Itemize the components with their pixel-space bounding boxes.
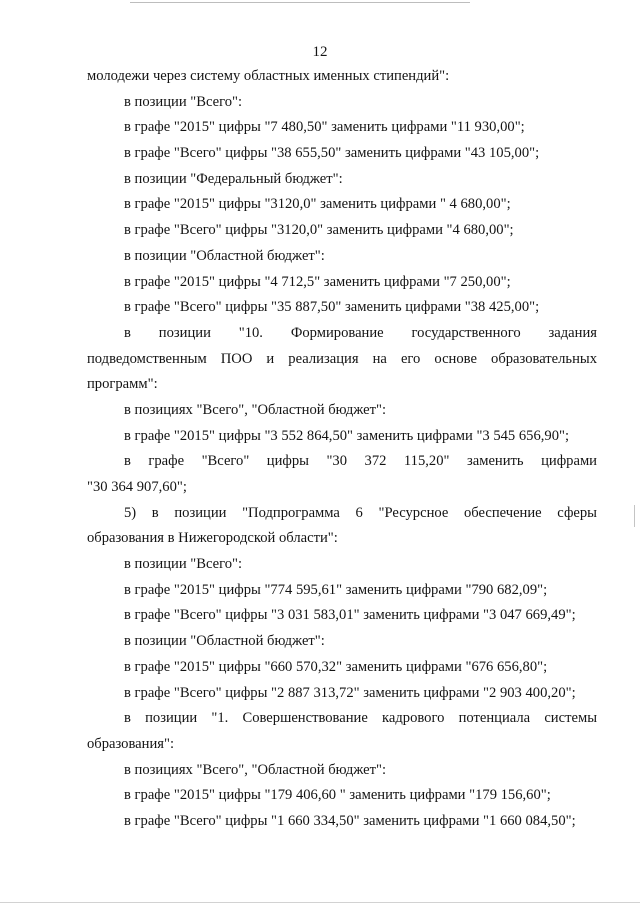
text-line: в позиции "Областной бюджет": <box>124 633 325 650</box>
text-line: в графе "Всего" цифры "2 887 313,72" заменить цифрами "2 903 400,20"; <box>124 684 576 701</box>
text-line: "30 364 907,60"; <box>87 479 187 495</box>
text-line: в графе "2015" цифры "3 552 864,50" заменить цифрами "3 545 656,90"; <box>124 427 570 444</box>
text-line: в позициях "Всего", "Областной бюджет": <box>124 401 387 418</box>
scan-artifact-top <box>130 2 470 3</box>
document-body <box>87 64 597 835</box>
text-line: в позиции "Всего": <box>124 556 243 573</box>
text-line: в графе "2015" цифры "3120,0" заменить цифрами " 4 680,00"; <box>124 196 511 213</box>
text-line: в графе "2015" цифры "660 570,32" заменить цифрами "676 656,80"; <box>124 658 548 675</box>
text-line: в графе "2015" цифры "4 712,5" заменить цифрами "7 250,00"; <box>124 273 511 290</box>
text-line: в графе "Всего" цифры "3 031 583,01" заменить цифрами "3 047 669,49"; <box>124 607 576 624</box>
text-line: в графе "Всего" цифры "30 372 115,20" заменить цифрами <box>124 453 597 470</box>
text-line: в графе "2015" цифры "7 480,50" заменить цифрами "11 930,00"; <box>124 119 525 136</box>
text-line: в графе "2015" цифры "179 406,60 " заменить цифрами "179 156,60"; <box>124 787 551 804</box>
text-line: в позиции "1. Совершенствование кадрового потенциала системы <box>124 710 597 727</box>
text-line: программ": <box>87 376 158 393</box>
text-line: в графе "Всего" цифры "38 655,50" заменить цифрами "43 105,00"; <box>124 145 540 162</box>
text-line: образования в Нижегородской области": <box>87 530 338 547</box>
text-line: 5) в позиции "Подпрограмма 6 "Ресурсное обеспечение сферы <box>124 504 597 521</box>
text-line: в позиции "Федеральный бюджет": <box>124 170 343 187</box>
text-line: подведомственным ПОО и реализация на его основе образовательных <box>87 350 597 367</box>
text-line: в графе "Всего" цифры "3120,0" заменить цифрами "4 680,00"; <box>124 222 514 239</box>
text-line: в графе "2015" цифры "774 595,61" заменить цифрами "790 682,09"; <box>124 581 548 598</box>
text-line: молодежи через систему областных именных стипендий": <box>87 68 450 84</box>
text-line: в графе "Всего" цифры "35 887,50" заменить цифрами "38 425,00"; <box>124 299 540 316</box>
text-line: образования": <box>87 735 174 752</box>
text-line: в позициях "Всего", "Областной бюджет": <box>124 761 387 778</box>
scan-artifact-bottom <box>0 902 640 903</box>
text-line: в позиции "Всего": <box>124 93 243 110</box>
text-line: в позиции "Областной бюджет": <box>124 247 325 264</box>
scan-artifact-right <box>634 505 635 527</box>
text-line: в графе "Всего" цифры "1 660 334,50" заменить цифрами "1 660 084,50"; <box>124 812 576 829</box>
page-number: 12 <box>312 44 328 60</box>
text-line: в позиции "10. Формирование государственного задания <box>124 324 597 341</box>
